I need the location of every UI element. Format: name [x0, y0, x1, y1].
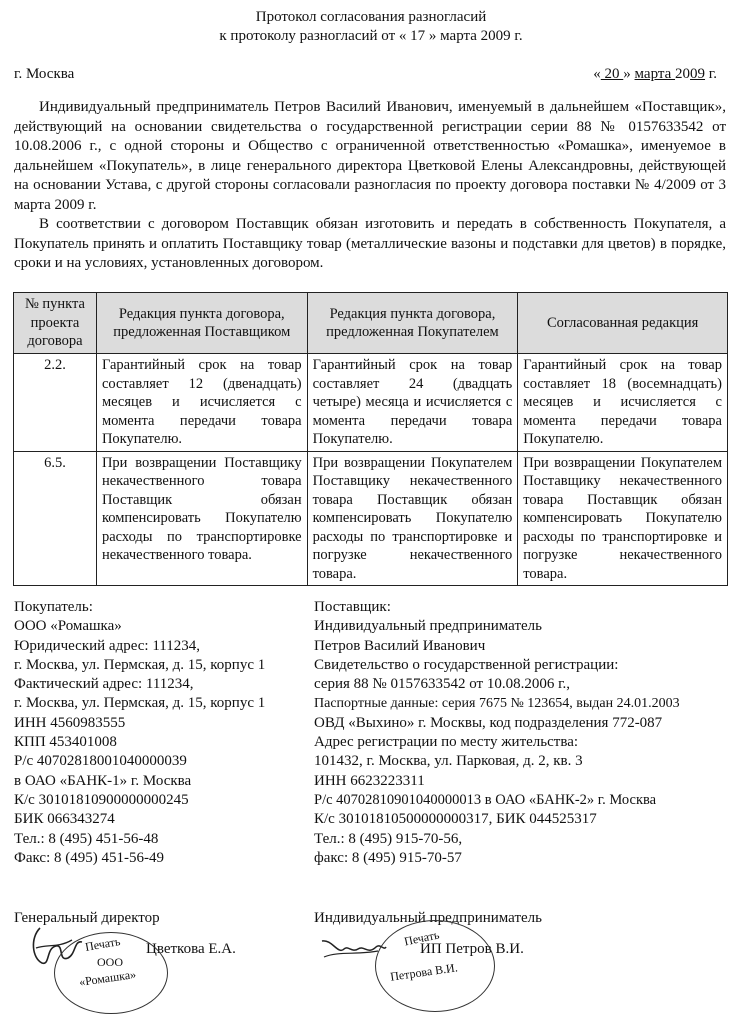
buyer-line: г. Москва, ул. Пермская, д. 15, корпус 1 [14, 695, 266, 712]
supplier-version: При возвращении Поставщику некачественного товара Поставщик обязан компенсировать Покупателю расходы по транспортировке некачественного товара. [96, 451, 307, 586]
supplier-stamp-text-1: Печать [402, 927, 441, 949]
supplier-signatory-name: ИП Петров В.И. [420, 941, 524, 957]
obligation-paragraph: В соответствии с договором Поставщик обязан изготовить и передать в собственность Покупателя, а Покупатель принять и оплатить Поставщику товар (металлические вазоны и подставки для цветов) в порядке, сроки и на условиях, установленных договором. [14, 216, 726, 271]
table-header-row [14, 293, 728, 354]
supplier-stamp [375, 920, 495, 1012]
date-month: марта [634, 66, 676, 82]
supplier-line: Индивидуальный предприниматель [314, 618, 542, 635]
buyer-line: ООО «Ромашка» [14, 618, 122, 635]
buyer-details [14, 598, 265, 868]
supplier-signatory-title: Индивидуальный предприниматель [314, 910, 542, 926]
header-agreed-version: Согласованная редакция [518, 293, 728, 354]
title-line-1: Протокол согласования разногласий [255, 9, 487, 25]
supplier-line: К/с 30101810500000000317, БИК 044525317 [314, 811, 597, 828]
intro-paragraph: Индивидуальный предприниматель Петров Василий Иванович, именуемый в дальнейшем «Поставщик», действующий на основании свидетельства о государственной регистрации серии 88 № 0157633542 от 10.08.2006 г., с одной стороны и Общество с ограниченной ответственностью «Ромашка», именуемое в дальнейшем «Покупатель», в лице генерального директора Цветковой Елены Александровны, действующей на основании Устава, с другой стороны согласовали разногласия по проекту договора поставки № 4/2009 от 3 марта 2009 г. [14, 99, 726, 213]
buyer-line: К/с 30101810900000000245 [14, 791, 189, 808]
buyer-line: Р/с 40702818001040000039 [14, 753, 187, 770]
buyer-line: г. Москва, ул. Пермская, д. 15, корпус 1 [14, 656, 266, 673]
buyer-line: ИНН 4560983555 [14, 714, 126, 731]
buyer-line: Покупатель: [14, 599, 93, 615]
buyer-version: При возвращении Покупателем Поставщику некачественного товара Поставщик обязан компенсировать Покупателю расходы по транспортировке и погрузке некачественного товара. [307, 451, 518, 586]
supplier-line: Паспортные данные: серия 7675 № 123654, выдан 24.01.2003 [314, 696, 680, 712]
buyer-signatory-title: Генеральный директор [14, 910, 160, 926]
supplier-line: Поставщик: [314, 599, 391, 615]
header-clause-number: № пункта проекта договора [14, 293, 97, 354]
buyer-line: Факс: 8 (495) 451-56-49 [14, 849, 164, 866]
supplier-line: ОВД «Выхино» г. Москвы, код подразделения 772-087 [314, 714, 663, 731]
supplier-line: 101432, г. Москва, ул. Парковая, д. 2, кв. 3 [314, 753, 583, 770]
document-date [593, 66, 717, 83]
table-row [14, 354, 728, 452]
buyer-line: БИК 066343274 [14, 811, 115, 828]
buyer-signatory-name: Цветкова Е.А. [146, 941, 236, 957]
supplier-line: Петров Василий Иванович [314, 637, 486, 654]
buyer-version: Гарантийный срок на товар составляет 24 (двадцать четыре) месяца и исчисляется с момента передачи товара Покупателю. [307, 354, 518, 452]
header-buyer-version: Редакция пункта договора, предложенная Покупателем [307, 293, 518, 354]
supplier-line: Свидетельство о государственной регистрации: [314, 656, 619, 673]
date-day: 20 [600, 66, 624, 82]
supplier-line: серия 88 № 0157633542 от 10.08.2006 г., [314, 676, 571, 693]
buyer-stamp [54, 932, 168, 1014]
agreed-version: Гарантийный срок на товар составляет 18 (восемнадцать) месяцев и исчисляется с момента передачи товара Покупателю. [518, 354, 728, 452]
clause-number: 6.5. [14, 451, 97, 586]
date-year-prefix: 20 [675, 66, 691, 82]
date-close-quote: » [623, 66, 631, 82]
buyer-line: КПП 453401008 [14, 734, 117, 751]
supplier-line: ИНН 6623223311 [314, 772, 425, 789]
date-open-quote: « [593, 66, 601, 82]
document-title [0, 8, 742, 46]
buyer-stamp-text-2: ООО [97, 955, 123, 969]
supplier-details [314, 598, 680, 868]
supplier-line: факс: 8 (495) 915-70-57 [314, 849, 462, 866]
date-year-end: г. [705, 66, 717, 82]
buyer-line: в ОАО «БАНК-1» г. Москва [14, 772, 192, 789]
disagreements-table [13, 292, 728, 586]
header-supplier-version: Редакция пункта договора, предложенная Поставщиком [96, 293, 307, 354]
buyer-line: Юридический адрес: 111234, [14, 637, 200, 654]
buyer-line: Тел.: 8 (495) 451-56-48 [14, 830, 159, 847]
city: г. Москва [14, 66, 75, 82]
buyer-stamp-text-3: «Ромашка» [78, 967, 137, 989]
buyer-stamp-text-1: Печать [83, 934, 122, 954]
supplier-line: Адрес регистрации по месту жительства: [314, 734, 579, 751]
table-row [14, 451, 728, 586]
supplier-version: Гарантийный срок на товар составляет 12 (двенадцать) месяцев и исчисляется с момента передачи товара Покупателю. [96, 354, 307, 452]
supplier-line: Тел.: 8 (495) 915-70-56, [314, 830, 463, 847]
supplier-line: Р/с 40702810901040000013 в ОАО «БАНК-2» г. Москва [314, 791, 657, 808]
agreed-version: При возвращении Покупателем Поставщику некачественного товара Поставщик обязан компенсировать Покупателю расходы по транспортировке и погрузке некачественного товара. [518, 451, 728, 586]
supplier-stamp-text-2: Петрова В.И. [389, 960, 459, 984]
clause-number: 2.2. [14, 354, 97, 452]
buyer-line: Фактический адрес: 111234, [14, 676, 194, 693]
title-line-2: к протоколу разногласий от « 17 » марта 2009 г. [219, 28, 523, 44]
date-year-suffix: 09 [690, 66, 706, 82]
